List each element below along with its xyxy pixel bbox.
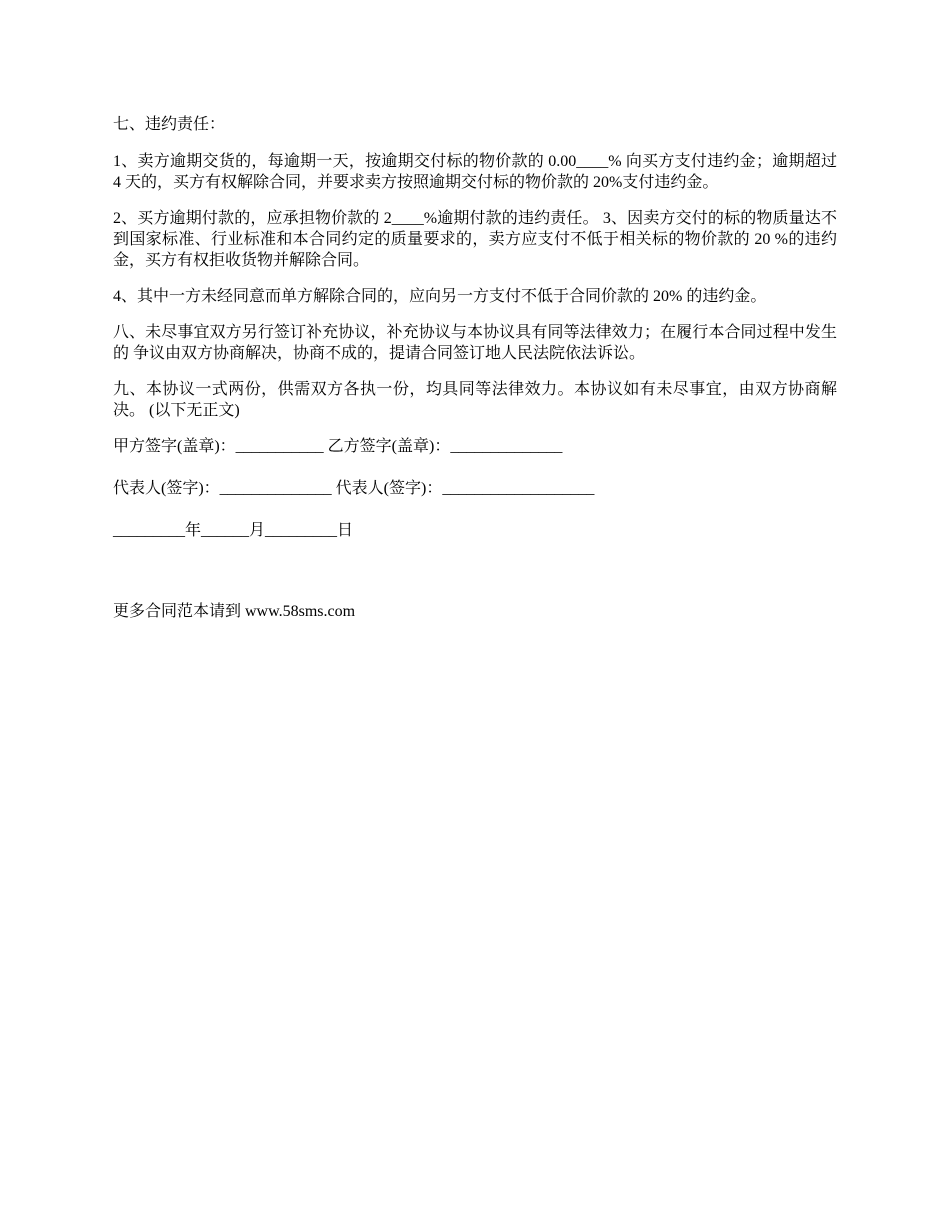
representative-line: 代表人(签字)：______________ 代表人(签字)：___________________ — [113, 480, 595, 497]
clause-2-3-late-payment-quality: 2、买方逾期付款的，应承担物价款的 2____%逾期付款的违约责任。 3、因卖方交付的标的物质量达不到国家标准、行业标准和本合同约定的质量要求的，卖方应支付不低于相关标的物价款的 20 %的违约金，买方有权拒收货物并解除合同。 — [113, 210, 837, 269]
date-line: _________年______月_________日 — [113, 522, 354, 539]
signature-line: 甲方签字(盖章)：___________ 乙方签字(盖章)：______________ — [113, 438, 563, 455]
document-body — [113, 114, 837, 637]
section-9-copies: 九、本协议一式两份，供需双方各执一份，均具同等法律效力。本协议如有未尽事宜，由双方协商解决。 (以下无正文) — [113, 381, 837, 419]
footer-more-templates-link: 更多合同范本请到 www.58sms.com — [113, 603, 356, 620]
section-7-heading: 七、违约责任： — [113, 116, 226, 133]
clause-4-unilateral-termination: 4、其中一方未经同意而单方解除合同的，应向另一方支付不低于合同价款的 20% 的违约金。 — [113, 288, 767, 305]
clause-1-late-delivery: 1、卖方逾期交货的，每逾期一天，按逾期交付标的物价款的 0.00____% 向买方支付违约金；逾期超过 4 天的，买方有权解除合同，并要求卖方按照逾期交付标的物价款的 20%支付违约金。 — [113, 153, 837, 191]
section-8-supplementary-agreement: 八、未尽事宜双方另行签订补充协议，补充协议与本协议具有同等法律效力；在履行本合同过程中发生的 争议由双方协商解决，协商不成的，提请合同签订地人民法院依法诉讼。 — [113, 324, 837, 362]
